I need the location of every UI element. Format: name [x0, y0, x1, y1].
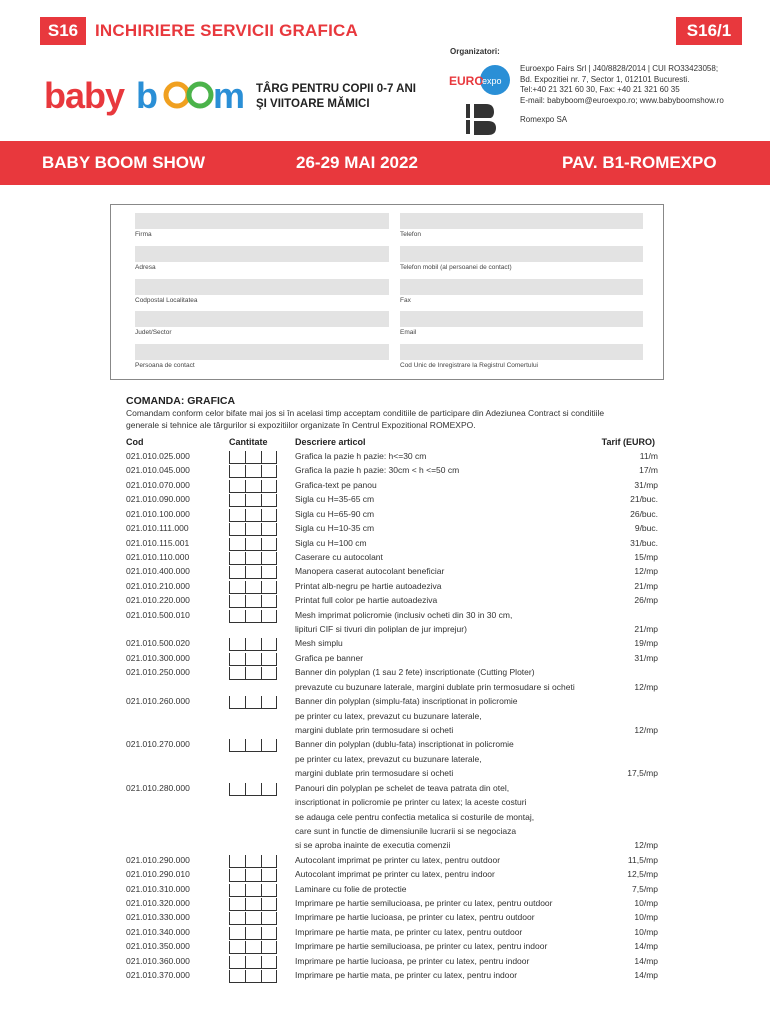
item-description: Laminare cu folie de protectie [295, 883, 407, 894]
table-row [0, 739, 770, 753]
table-row [0, 754, 770, 768]
item-price: 10/mp [634, 912, 658, 923]
quantity-input[interactable] [229, 957, 277, 969]
adresa-label: Adresa [135, 264, 156, 271]
quantity-input[interactable] [229, 899, 277, 911]
item-code: 021.010.070.000 [126, 479, 190, 490]
table-row [0, 898, 770, 912]
firma-field[interactable] [135, 213, 389, 229]
event-tagline: TÂRG PENTRU COPII 0-7 ANI ŞI VIITOARE MĂMICI [256, 83, 416, 110]
item-code: 021.010.290.010 [126, 869, 190, 880]
item-description: Banner din polyplan (dublu-fata) inscriptionat in policromie [295, 739, 514, 750]
telefon-label: Telefon [400, 231, 421, 238]
item-code: 021.010.350.000 [126, 941, 190, 952]
cui-label: Cod Unic de Inregistrare la Registrul Comertului [400, 362, 539, 369]
table-row [0, 783, 770, 797]
event-venue: PAV. B1-ROMEXPO [562, 153, 717, 172]
quantity-input[interactable] [229, 481, 277, 493]
euroexpo-info: Euroexpo Fairs Srl | J40/8828/2014 | CUI RO33423058; Bd. Expozitiei nr. 7, Sector 1, 012101 Bucuresti. Tel:+40 21 321 60 30, Fax: +40 21 321 60 35 E-mail: babyboom@euroexpo.ro; www.babyboomshow.ro [520, 64, 724, 105]
cui-field[interactable] [400, 344, 643, 360]
item-code: 021.010.330.000 [126, 912, 190, 923]
quantity-input[interactable] [229, 567, 277, 579]
item-description: Autocolant imprimat pe printer cu latex, pentru outdoor [295, 854, 501, 865]
item-code: 021.010.115.001 [126, 537, 190, 548]
telefon-field[interactable] [400, 213, 643, 229]
table-row [0, 869, 770, 883]
item-code: 021.010.045.000 [126, 465, 190, 476]
item-description: pe printer cu latex, prevazut cu buzunare laterale, [295, 753, 482, 764]
table-row [0, 638, 770, 652]
item-description: Sigla cu H=35-65 cm [295, 494, 375, 505]
col-header-price: Tarif (EURO) [601, 437, 655, 447]
table-row [0, 480, 770, 494]
item-code: 021.010.025.000 [126, 451, 190, 461]
table-row [0, 451, 770, 465]
item-description: se adauga cele pentru confectia metalica si costurile de montaj, [295, 811, 535, 822]
item-code: 021.010.250.000 [126, 667, 190, 678]
svg-text:expo: expo [482, 76, 502, 86]
top-bar [40, 17, 742, 45]
item-price: 17,5/mp [627, 768, 658, 779]
item-description: Sigla cu H=10-35 cm [295, 523, 375, 534]
table-row [0, 970, 770, 984]
col-header-qty: Cantitate [229, 437, 268, 447]
item-price: 21/mp [634, 624, 658, 635]
item-description: lipituri CIF si tivuri din poliplan de jur imprejur) [295, 624, 467, 635]
item-code: 021.010.340.000 [126, 926, 190, 937]
quantity-input[interactable] [229, 466, 277, 478]
cod-postal-label: Codpostal Localitatea [135, 297, 198, 304]
quantity-input[interactable] [229, 784, 277, 796]
table-row [0, 595, 770, 609]
event-name: BABY BOOM SHOW [42, 153, 206, 172]
adresa-field[interactable] [135, 246, 389, 262]
persoana-contact-label: Persoana de contact [135, 362, 195, 369]
item-description: Imprimare pe hartie lucioasa, pe printer cu latex, pentru indoor [295, 955, 530, 966]
table-row [0, 855, 770, 869]
item-price: 7,5/mp [632, 883, 658, 894]
item-price: 21/mp [634, 580, 658, 591]
babyboom-logo [40, 70, 250, 120]
item-description: Printat full color pe hartie autoadeziva [295, 595, 438, 606]
table-row [0, 812, 770, 826]
svg-text:EURO: EURO [449, 74, 484, 88]
item-code: 021.010.500.010 [126, 609, 190, 620]
quantity-input[interactable] [229, 524, 277, 536]
table-row [0, 682, 770, 696]
item-description: Autocolant imprimat pe printer cu latex, pentru indoor [295, 869, 495, 880]
item-price: 26/buc. [630, 508, 658, 519]
table-row [0, 884, 770, 898]
item-price: 14/mp [634, 955, 658, 966]
telefon-mobil-label: Telefon mobil (al persoanei de contact) [400, 264, 512, 271]
table-row [0, 696, 770, 710]
quantity-input[interactable] [229, 582, 277, 594]
item-description: Mesh imprimat policromie (inclusiv ocheti din 30 in 30 cm, [295, 609, 513, 620]
quantity-input[interactable] [229, 870, 277, 882]
fax-label: Fax [400, 297, 411, 304]
item-code: 021.010.100.000 [126, 508, 190, 519]
fax-field[interactable] [400, 279, 643, 295]
firma-label: Firma [135, 231, 152, 238]
table-row [0, 653, 770, 667]
euroexpo-logo [448, 64, 514, 96]
item-price: 17/m [639, 465, 658, 476]
item-code: 021.010.111.000 [126, 523, 189, 534]
item-price: 9/buc. [634, 523, 658, 534]
item-code: 021.010.400.000 [126, 566, 190, 577]
item-description: si se aproba inainte de executia comenzii [295, 840, 451, 851]
email-field[interactable] [400, 311, 643, 327]
item-code: 021.010.320.000 [126, 898, 190, 909]
item-code: 021.010.310.000 [126, 883, 190, 894]
svg-text:m: m [213, 75, 246, 116]
item-code: 021.010.220.000 [126, 595, 190, 606]
table-row [0, 552, 770, 566]
table-row [0, 826, 770, 840]
item-code: 021.010.500.020 [126, 638, 190, 649]
romexpo-name: Romexpo SA [520, 115, 568, 124]
cod-postal-field[interactable] [135, 279, 389, 295]
svg-text:baby: baby [44, 75, 125, 116]
item-code: 021.010.090.000 [126, 494, 190, 505]
item-code: 021.010.360.000 [126, 955, 190, 966]
table-row [0, 494, 770, 508]
quantity-input[interactable] [229, 452, 277, 464]
item-description: Imprimare pe hartie semilucioasa, pe printer cu latex, pentru outdoor [295, 898, 553, 909]
item-description: Sigla cu H=65-90 cm [295, 508, 375, 519]
order-intro: Comandam conform celor bifate mai jos si în acelasi timp acceptam conditiile de participare din Adeziunea Contract si conditiile generale si tehnice ale târgurilor si expozitiilor organizate în Centrul Expozitional ROMEXPO. [126, 408, 605, 430]
item-description: care sunt in functie de dimensiunile lucrarii si se negociaza [295, 825, 517, 836]
item-description: margini dublate prin termosudare si ocheti [295, 724, 454, 735]
telefon-mobil-field[interactable] [400, 246, 643, 262]
quantity-input[interactable] [229, 639, 277, 651]
quantity-input[interactable] [229, 539, 277, 551]
item-price: 19/mp [634, 638, 658, 649]
item-description: Sigla cu H=100 cm [295, 537, 367, 548]
item-price: 11/m [639, 451, 658, 461]
item-code: 021.010.260.000 [126, 696, 190, 707]
item-price: 21/buc. [630, 494, 658, 505]
quantity-input[interactable] [229, 495, 277, 507]
item-description: Grafica la pazie h pazie: h<=30 cm [295, 451, 427, 461]
item-price: 12/mp [634, 840, 658, 851]
quantity-input[interactable] [229, 885, 277, 897]
item-price: 12/mp [634, 566, 658, 577]
organizers-label: Organizatori: [450, 47, 500, 56]
table-row [0, 711, 770, 725]
table-row [0, 523, 770, 537]
page-code-badge: S16/1 [676, 17, 742, 45]
table-row [0, 768, 770, 782]
order-title: COMANDA: GRAFICA [126, 395, 236, 407]
col-header-desc: Descriere articol [295, 437, 366, 447]
item-description: inscriptionat in policromie pe printer cu latex; la aceste costuri [295, 797, 527, 808]
event-dates: 26-29 MAI 2022 [296, 153, 418, 172]
quantity-input[interactable] [229, 697, 277, 709]
quantity-input[interactable] [229, 971, 277, 983]
table-row [0, 624, 770, 638]
item-description: Imprimare pe hartie semilucioasa, pe printer cu latex, pentru indoor [295, 941, 548, 952]
item-description: pe printer cu latex, prevazut cu buzunare laterale, [295, 710, 482, 721]
item-price: 31/mp [634, 652, 658, 663]
quantity-input[interactable] [229, 928, 277, 940]
judet-label: Judet/Sector [135, 329, 172, 336]
table-row [0, 610, 770, 624]
romexpo-logo [460, 100, 500, 138]
item-price: 26/mp [634, 595, 658, 606]
judet-field[interactable] [135, 311, 389, 327]
item-price: 31/mp [634, 479, 658, 490]
table-row [0, 912, 770, 926]
item-code: 021.010.280.000 [126, 782, 190, 793]
item-price: 14/mp [634, 941, 658, 952]
section-code-badge: S16 [40, 17, 86, 45]
item-description: Grafica pe banner [295, 652, 364, 663]
document-title: INCHIRIERE SERVICII GRAFICA [95, 21, 358, 40]
item-code: 021.010.270.000 [126, 739, 190, 750]
table-row [0, 566, 770, 580]
item-description: Mesh simplu [295, 638, 343, 649]
item-price: 11,5/mp [627, 854, 658, 865]
quantity-input[interactable] [229, 913, 277, 925]
svg-text:b: b [136, 75, 157, 116]
item-description: Banner din polyplan (1 sau 2 fete) inscriptionate (Cutting Ploter) [295, 667, 535, 678]
table-row [0, 725, 770, 739]
quantity-input[interactable] [229, 668, 277, 680]
item-description: Grafica-text pe panou [295, 479, 377, 490]
item-price: 12,5/mp [627, 869, 658, 880]
item-price: 15/mp [634, 551, 658, 562]
table-row [0, 941, 770, 955]
item-description: Grafica la pazie h pazie: 30cm < h <=50 cm [295, 465, 460, 476]
quantity-input[interactable] [229, 553, 277, 565]
item-code: 021.010.110.000 [126, 551, 190, 562]
table-row [0, 581, 770, 595]
item-price: 12/mp [634, 724, 658, 735]
quantity-input[interactable] [229, 740, 277, 752]
email-label: Email [400, 329, 417, 336]
table-row [0, 956, 770, 970]
quantity-input[interactable] [229, 596, 277, 608]
table-row [0, 927, 770, 941]
item-description: Manopera caserat autocolant beneficiar [295, 566, 445, 577]
quantity-input[interactable] [229, 654, 277, 666]
table-row [0, 667, 770, 681]
item-code: 021.010.210.000 [126, 580, 190, 591]
quantity-input[interactable] [229, 856, 277, 868]
item-description: Imprimare pe hartie lucioasa, pe printer cu latex, pentru outdoor [295, 912, 535, 923]
quantity-input[interactable] [229, 942, 277, 954]
item-code: 021.010.370.000 [126, 970, 190, 981]
table-row [0, 465, 770, 479]
item-code: 021.010.290.000 [126, 854, 190, 865]
item-price: 10/mp [634, 926, 658, 937]
item-description: Imprimare pe hartie mata, pe printer cu latex, pentru indoor [295, 970, 518, 981]
item-code: 021.010.300.000 [126, 652, 190, 663]
col-header-code: Cod [126, 437, 144, 447]
item-description: Caserare cu autocolant [295, 551, 383, 562]
item-description: Imprimare pe hartie mata, pe printer cu latex, pentru outdoor [295, 926, 523, 937]
table-row [0, 538, 770, 552]
item-description: margini dublate prin termosudare si ocheti [295, 768, 454, 779]
item-description: Banner din polyplan (simplu-fata) inscriptionat in policromie [295, 696, 518, 707]
quantity-input[interactable] [229, 510, 277, 522]
item-price: 10/mp [634, 898, 658, 909]
quantity-input[interactable] [229, 611, 277, 623]
item-description: prevazute cu buzunare laterale, margini dublate prin termosudare si ocheti [295, 681, 575, 692]
company-form [110, 204, 664, 380]
table-row [0, 797, 770, 811]
item-price: 12/mp [634, 681, 658, 692]
table-row [0, 509, 770, 523]
item-description: Printat alb-negru pe hartie autoadeziva [295, 580, 442, 591]
item-description: Panouri din polyplan pe schelet de teava patrata din otel, [295, 782, 510, 793]
event-banner [0, 141, 770, 185]
item-price: 31/buc. [630, 537, 658, 548]
persoana-contact-field[interactable] [135, 344, 389, 360]
table-row [0, 840, 770, 854]
item-price: 14/mp [634, 970, 658, 981]
